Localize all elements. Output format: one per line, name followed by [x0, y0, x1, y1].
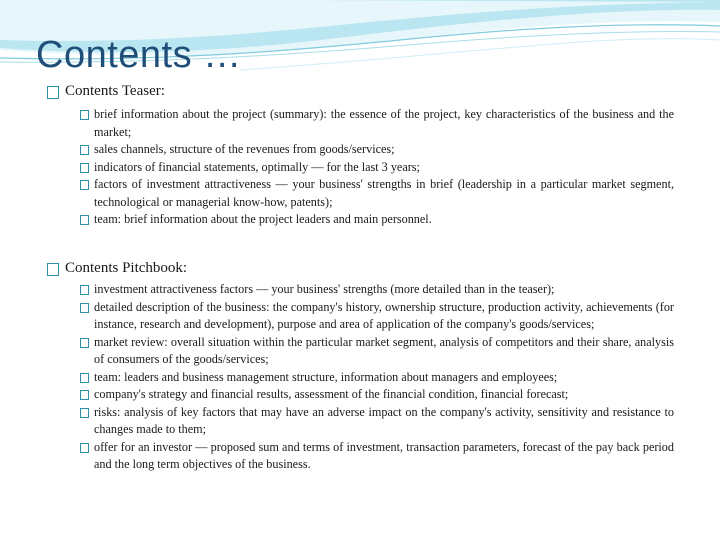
- list-item: [94, 211, 674, 229]
- list-item-text: risks: analysis of key factors that may have an adverse impact on the company's activity, sensitivity and resistance to changes made to them;: [94, 404, 674, 436]
- list-item-text: indicators of financial statements, optimally — for the last 3 years;: [94, 159, 420, 174]
- square-bullet-icon: [80, 303, 89, 313]
- square-bullet-icon: [47, 263, 59, 276]
- square-bullet-icon: [80, 163, 89, 173]
- bullet-list: [0, 281, 674, 474]
- square-bullet-icon: [80, 390, 89, 400]
- section-pitchbook: [0, 261, 674, 474]
- list-item-text: team: leaders and business management structure, information about managers and employees;: [94, 369, 558, 384]
- square-bullet-icon: [80, 180, 89, 190]
- list-item-text: market review: overall situation within the particular market segment, analysis of competitors and their share, analysis of consumers of the goods/services;: [94, 334, 674, 366]
- bullet-list: [0, 106, 674, 229]
- section-heading: Contents Teaser:: [65, 83, 165, 99]
- list-item: [94, 439, 674, 474]
- square-bullet-icon: [47, 86, 59, 99]
- list-item: [94, 386, 674, 404]
- section-heading-row: [0, 261, 674, 281]
- square-bullet-icon: [80, 408, 89, 418]
- list-item: [94, 334, 674, 369]
- list-item: [94, 369, 674, 387]
- slide-title: Contents …: [36, 34, 242, 76]
- list-item: [94, 106, 674, 141]
- list-item: [94, 176, 674, 211]
- list-item-text: team: brief information about the project leaders and main personnel.: [94, 212, 432, 226]
- list-item-text: sales channels, structure of the revenues from goods/services;: [94, 142, 395, 156]
- list-item: [94, 299, 674, 334]
- list-item-text: detailed description of the business: the company's history, ownership structure, production activity, achievements (for instance, research and development), purpose and area of application of the company's goods/services;: [94, 299, 674, 331]
- list-item-text: company's strategy and financial results, assessment of the financial condition, financial forecast;: [94, 387, 569, 401]
- list-item-text: brief information about the project (summary): the essence of the project, key characteristics of the business and the market;: [94, 107, 674, 139]
- list-item: [94, 159, 674, 177]
- section-heading: Contents Pitchbook:: [65, 260, 188, 276]
- list-item: [94, 281, 674, 299]
- square-bullet-icon: [80, 338, 89, 348]
- list-item-text: factors of investment attractiveness — your business' strengths in brief (leadership in a particular market segment, technological or managerial know-how, patents);: [94, 177, 674, 209]
- square-bullet-icon: [80, 215, 89, 225]
- square-bullet-icon: [80, 285, 89, 295]
- square-bullet-icon: [80, 373, 89, 383]
- square-bullet-icon: [80, 110, 89, 120]
- square-bullet-icon: [80, 443, 89, 453]
- square-bullet-icon: [80, 145, 89, 155]
- section-teaser: [0, 84, 674, 229]
- list-item-text: offer for an investor — proposed sum and terms of investment, transaction parameters, forecast of the pay back period and the long term objectives of the business.: [94, 439, 674, 471]
- section-heading-row: [0, 84, 674, 104]
- list-item-text: investment attractiveness factors — your business' strengths (more detailed than in the teaser);: [94, 282, 555, 296]
- list-item: [94, 141, 674, 159]
- list-item: [94, 404, 674, 439]
